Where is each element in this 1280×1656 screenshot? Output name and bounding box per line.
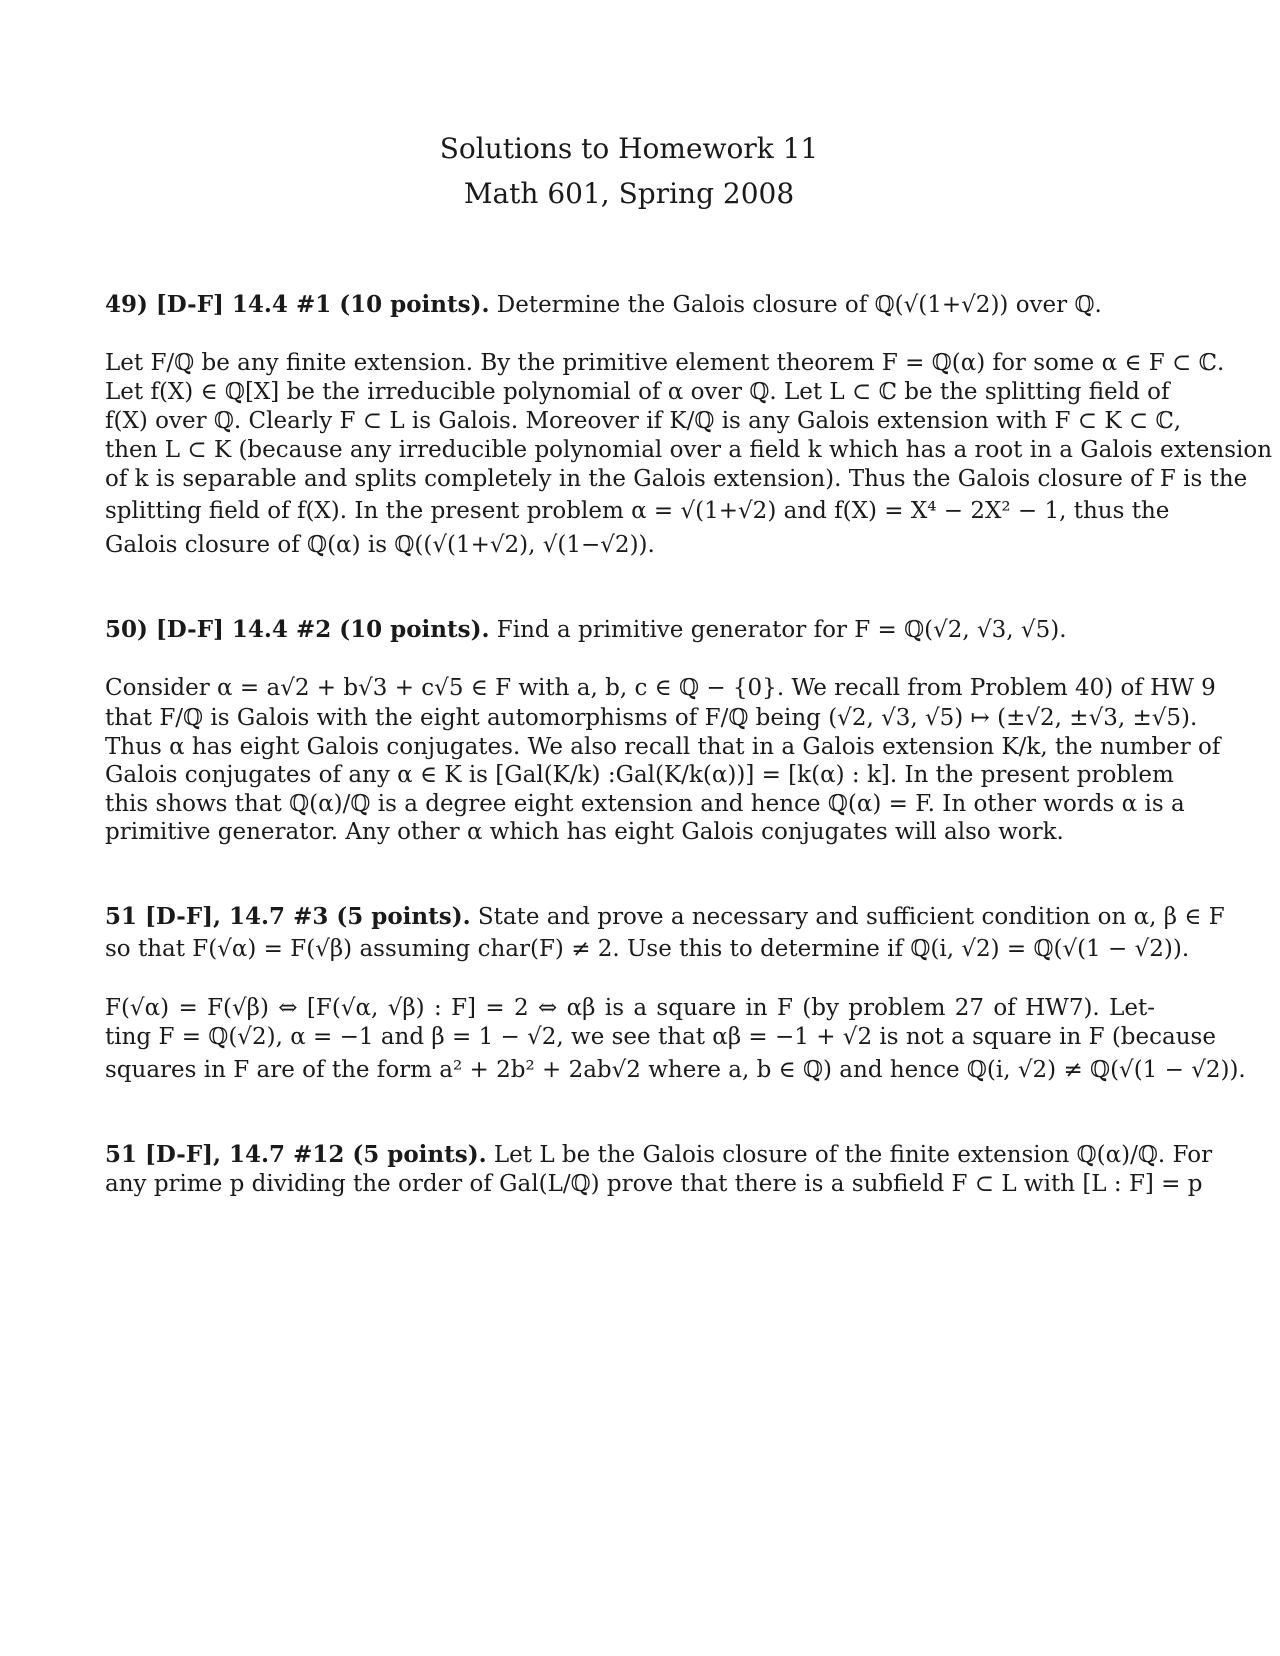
document-title: Solutions to Homework 11 — [439, 132, 819, 165]
problem-50-solution-line: this shows that ℚ(α)/ℚ is a degree eight extension and hence ℚ(α) = F. In other words α is a — [105, 791, 1185, 817]
problem-51b-header — [105, 1140, 1213, 1170]
problem-51a-solution-line: ting F = ℚ(√2), α = −1 and β = 1 − √2, we see that αβ = −1 + √2 is not a square in F (because — [105, 1024, 1216, 1050]
problem-51a-solution-line: squares in F are of the form a² + 2b² + 2ab√2 where a, b ∈ ℚ) and hence ℚ(i, √2) ≠ ℚ(√(1 − √2)). — [105, 1057, 1246, 1083]
problem-50-header — [105, 615, 1155, 645]
problem-51a-header — [105, 902, 1225, 932]
problem-49-solution-line: then L ⊂ K (because any irreducible polynomial over a field k which has a root in a Galois extension — [105, 437, 1273, 463]
problem-49-solution-line: of k is separable and splits completely in the Galois extension). Thus the Galois closure of F is the — [105, 466, 1248, 492]
problem-49-solution-line: Let F/ℚ be any finite extension. By the primitive element theorem F = ℚ(α) for some α ∈ F ⊂ ℂ. — [105, 350, 1225, 376]
problem-50-solution-line: that F/ℚ is Galois with the eight automorphisms of F/ℚ being (√2, √3, √5) ↦ (±√2, ±√3, ±√5). — [105, 705, 1198, 731]
problem-49-statement: Determine the Galois closure of ℚ(√(1+√2)) over ℚ. — [489, 292, 1102, 318]
problem-51a-solution-line: F(√α) = F(√β) ⇔ [F(√α, √β) : F] = 2 ⇔ αβ is a square in F (by problem 27 of HW7). Let- — [105, 995, 1155, 1021]
problem-50-solution-line: Galois conjugates of any α ∈ K is [Gal(K/k) :Gal(K/k(α))] = [k(α) : k]. In the present problem — [105, 762, 1174, 788]
problem-49-heading: 49) [D-F] 14.4 #1 (10 points). — [105, 291, 490, 318]
problem-49-solution-line: f(X) over ℚ. Clearly F ⊂ L is Galois. Moreover if K/ℚ is any Galois extension with F ⊂ K ⊂ ℂ, — [105, 408, 1182, 434]
problem-51a-statement-cont: so that F(√α) = F(√β) assuming char(F) ≠ 2. Use this to determine if ℚ(i, √2) = ℚ(√(1 − √2)). — [105, 936, 1190, 962]
problem-51a-statement: State and prove a necessary and sufficient condition on α, β ∈ F — [470, 904, 1225, 930]
problem-51a-heading: 51 [D-F], 14.7 #3 (5 points). — [105, 903, 471, 930]
problem-51b-statement-cont: any prime p dividing the order of Gal(L/ℚ) prove that there is a subfield F ⊂ L with [L : F] = p — [105, 1171, 1203, 1197]
problem-50-heading: 50) [D-F] 14.4 #2 (10 points). — [105, 616, 490, 643]
problem-49-solution-line: Let f(X) ∈ ℚ[X] be the irreducible polynomial of α over ℚ. Let L ⊂ ℂ be the splitting field of — [105, 379, 1170, 405]
problem-50-statement: Find a primitive generator for F = ℚ(√2, √3, √5). — [489, 617, 1067, 643]
problem-50-solution-line: primitive generator. Any other α which has eight Galois conjugates will also work. — [105, 819, 1064, 845]
problem-50-solution-line: Consider α = a√2 + b√3 + c√5 ∈ F with a, b, c ∈ ℚ − {0}. We recall from Problem 40) of HW 9 — [105, 675, 1216, 701]
problem-50-solution-line: Thus α has eight Galois conjugates. We also recall that in a Galois extension K/k, the number of — [105, 734, 1221, 760]
problem-49-solution-line: Galois closure of ℚ(α) is ℚ((√(1+√2), √(1−√2)). — [105, 532, 655, 558]
problem-49-header — [105, 290, 1155, 320]
document-subtitle: Math 601, Spring 2008 — [463, 177, 795, 210]
problem-49-solution-line: splitting field of f(X). In the present problem α = √(1+√2) and f(X) = X⁴ − 2X² − 1, thus the — [105, 498, 1170, 524]
problem-51b-statement: Let L be the Galois closure of the finite extension ℚ(α)/ℚ. For — [486, 1142, 1213, 1168]
problem-51b-heading: 51 [D-F], 14.7 #12 (5 points). — [105, 1141, 487, 1168]
